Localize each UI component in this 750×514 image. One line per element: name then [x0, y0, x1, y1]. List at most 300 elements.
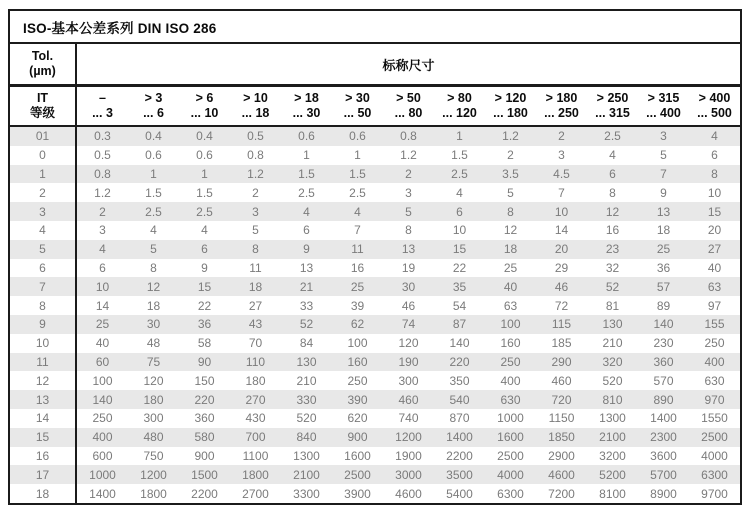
tolerance-value-cell: 400 [92, 430, 113, 445]
tolerance-value-cell: 570 [653, 373, 674, 388]
tolerance-value-cell: 89 [656, 298, 671, 313]
tolerance-value-cell: 890 [653, 392, 674, 407]
tolerance-value-cell: 1000 [89, 467, 116, 482]
tolerance-value-cell: 2.5 [349, 185, 366, 200]
tolerance-value-cell: 1200 [140, 467, 167, 482]
size-range-header-12 [689, 87, 740, 125]
tolerance-value-cell: 3 [99, 223, 106, 238]
range-over: > 10 [243, 91, 268, 105]
tolerance-value-cell: 700 [245, 430, 266, 445]
tolerance-value-cell: 5 [405, 204, 412, 219]
it-grade-cell: 12 [10, 371, 77, 390]
tolerance-value-cell: 2300 [650, 430, 677, 445]
tolerance-value-cell: 87 [452, 317, 467, 332]
tolerance-value-cell: 12 [146, 279, 161, 294]
tolerance-value-cell: 120 [143, 373, 164, 388]
tolerance-value-cell: 15 [707, 204, 722, 219]
tolerance-value-cell: 400 [500, 373, 521, 388]
tolerance-value-cell: 57 [656, 279, 671, 294]
tolerance-value-cell: 40 [95, 336, 110, 351]
nominal-size-header-cell [77, 44, 740, 84]
tolerance-value-cell: 9 [660, 185, 667, 200]
tolerance-value-cell: 320 [602, 354, 623, 369]
tolerance-value-cell: 7 [354, 223, 361, 238]
tolerance-value-cell: 0.8 [400, 129, 417, 144]
tolerance-value-cell: 1800 [242, 467, 269, 482]
tolerance-value-cell: 100 [92, 373, 113, 388]
tolerance-value-cell: 4 [303, 204, 310, 219]
tolerance-value-cell: 52 [605, 279, 620, 294]
tolerance-value-cell: 740 [398, 411, 419, 426]
tolerance-value-cell: 0.8 [94, 166, 111, 181]
tolerance-value-cell: 40 [503, 279, 518, 294]
tolerance-value-cell: 1150 [548, 411, 575, 426]
tolerance-value-cell: 9 [303, 242, 310, 257]
tolerance-value-cell: 1600 [344, 448, 371, 463]
table-row [10, 202, 740, 221]
tolerance-value-cell: 16 [605, 223, 620, 238]
tolerance-value-cell: 1.5 [196, 185, 213, 200]
tolerance-value-cell: 250 [347, 373, 368, 388]
tolerance-value-cell: 160 [347, 354, 368, 369]
table-row [10, 296, 740, 315]
tolerance-value-cell: 2200 [446, 448, 473, 463]
tolerance-value-cell: 300 [143, 411, 164, 426]
tolerance-value-cell: 210 [602, 336, 623, 351]
range-upto: ... 50 [343, 106, 372, 120]
table-row [10, 465, 740, 484]
tolerance-value-cell: 4600 [395, 486, 422, 501]
tolerance-value-cell: 75 [146, 354, 161, 369]
tolerance-value-cell: 1.2 [400, 148, 417, 163]
tolerance-value-cell: 1850 [548, 430, 575, 445]
size-range-header-0 [77, 87, 128, 125]
tolerance-value-cell: 74 [401, 317, 416, 332]
tolerance-value-cell: 6 [99, 260, 106, 275]
tolerance-value-cell: 40 [707, 260, 722, 275]
tolerance-value-cell: 3.5 [502, 166, 519, 181]
it-grade-cell: 0 [10, 146, 77, 165]
it-grade-cell: 11 [10, 353, 77, 372]
tolerance-value-cell: 100 [500, 317, 521, 332]
tolerance-value-cell: 185 [551, 336, 572, 351]
tolerance-value-cell: 0.4 [145, 129, 162, 144]
tolerance-value-cell: 25 [350, 279, 365, 294]
tolerance-value-cell: 7200 [548, 486, 575, 501]
header-row-units [10, 44, 740, 87]
tolerance-value-cell: 1100 [242, 448, 269, 463]
table-row [10, 447, 740, 466]
tolerance-value-cell: 230 [653, 336, 674, 351]
tolerance-value-cell: 0.3 [94, 129, 111, 144]
page-title: ISO-基本公差系列 DIN ISO 286 [23, 20, 217, 36]
tolerance-value-cell: 480 [143, 430, 164, 445]
tolerance-value-cell: 36 [197, 317, 212, 332]
it-grade-cell: 8 [10, 296, 77, 315]
tolerance-value-cell: 58 [197, 336, 212, 351]
tolerance-value-cell: 2.5 [196, 204, 213, 219]
table-row [10, 240, 740, 259]
tolerance-value-cell: 15 [197, 279, 212, 294]
tolerance-value-cell: 540 [449, 392, 470, 407]
tolerance-value-cell: 750 [143, 448, 164, 463]
tolerance-value-cell: 2.5 [451, 166, 468, 181]
range-upto: ... 400 [646, 106, 681, 120]
tolerance-value-cell: 10 [452, 223, 467, 238]
it-grade-cell: 01 [10, 127, 77, 146]
tolerance-value-cell: 3 [558, 148, 565, 163]
tolerance-value-cell: 15 [452, 242, 467, 257]
tolerance-value-cell: 4 [354, 204, 361, 219]
tolerance-value-cell: 1.2 [94, 185, 111, 200]
range-over: > 400 [698, 91, 731, 105]
tolerance-value-cell: 1300 [293, 448, 320, 463]
tolerance-value-cell: 2 [558, 129, 565, 144]
tolerance-value-cell: 2.5 [604, 129, 621, 144]
table-row [10, 484, 740, 503]
it-grade-cell: 10 [10, 334, 77, 353]
tolerance-value-cell: 63 [503, 298, 518, 313]
tolerance-value-cell: 220 [449, 354, 470, 369]
tolerance-value-cell: 43 [248, 317, 263, 332]
range-over: – [99, 91, 106, 105]
tolerance-value-cell: 900 [347, 430, 368, 445]
tolerance-value-cell: 11 [249, 260, 262, 275]
tolerance-value-cell: 13 [401, 242, 416, 257]
tolerance-value-cell: 29 [554, 260, 569, 275]
table-row [10, 165, 740, 184]
it-grade-header-line2: 等级 [29, 106, 55, 120]
range-over: > 3 [144, 91, 163, 105]
tolerance-value-cell: 72 [554, 298, 569, 313]
tolerance-value-cell: 27 [707, 242, 722, 257]
tolerance-value-cell: 6300 [701, 467, 728, 482]
tolerance-value-cell: 430 [245, 411, 266, 426]
header-row-ranges [10, 87, 740, 127]
tolerance-value-cell: 970 [704, 392, 725, 407]
tolerance-value-cell: 2.5 [145, 204, 162, 219]
tolerance-value-cell: 16 [350, 260, 365, 275]
tolerance-value-cell: 900 [194, 448, 215, 463]
tolerance-value-cell: 1600 [497, 430, 524, 445]
tolerance-value-cell: 115 [551, 317, 572, 332]
tolerance-value-cell: 20 [554, 242, 569, 257]
it-grade-cell: 4 [10, 221, 77, 240]
it-grade-cell: 2 [10, 183, 77, 202]
tolerance-value-cell: 0.6 [349, 129, 366, 144]
range-upto: ... 3 [92, 106, 113, 120]
it-grade-header-line1: IT [36, 91, 49, 105]
tolerance-value-cell: 8 [609, 185, 616, 200]
tolerance-value-cell: 0.4 [196, 129, 213, 144]
tolerance-value-cell: 9700 [701, 486, 728, 501]
tolerance-value-cell: 1500 [191, 467, 218, 482]
tolerance-value-cell: 54 [452, 298, 467, 313]
tolerance-value-cell: 46 [554, 279, 569, 294]
it-grade-cell: 1 [10, 165, 77, 184]
tolerance-value-cell: 1900 [395, 448, 422, 463]
tolerance-value-cell: 350 [449, 373, 470, 388]
tolerance-value-cell: 0.5 [247, 129, 264, 144]
tolerance-value-cell: 6 [711, 148, 718, 163]
tolerance-value-cell: 180 [245, 373, 266, 388]
tolerance-value-cell: 6 [609, 166, 616, 181]
range-upto: ... 500 [697, 106, 732, 120]
range-upto: ... 6 [143, 106, 164, 120]
tolerance-value-cell: 52 [299, 317, 314, 332]
tolerance-value-cell: 870 [449, 411, 470, 426]
tolerance-value-cell: 140 [653, 317, 674, 332]
tolerance-value-cell: 1400 [89, 486, 116, 501]
tolerance-value-cell: 1400 [650, 411, 677, 426]
tolerance-value-cell: 150 [194, 373, 215, 388]
tolerance-value-cell: 4000 [497, 467, 524, 482]
nominal-size-header: 标称尺寸 [382, 57, 435, 73]
tolerance-value-cell: 5 [150, 242, 157, 257]
tolerance-value-cell: 180 [143, 392, 164, 407]
tolerance-value-cell: 1.5 [298, 166, 315, 181]
it-grade-cell: 3 [10, 202, 77, 221]
tolerance-value-cell: 5 [660, 148, 667, 163]
it-grade-cell: 6 [10, 259, 77, 278]
it-grade-cell: 5 [10, 240, 77, 259]
it-grade-cell: 9 [10, 315, 77, 334]
table-row [10, 127, 740, 146]
tolerance-value-cell: 35 [452, 279, 467, 294]
tolerance-value-cell: 23 [605, 242, 620, 257]
tolerance-value-cell: 1 [456, 129, 463, 144]
tolerance-value-cell: 11 [351, 242, 364, 257]
tolerance-value-cell: 84 [299, 336, 314, 351]
range-over: > 6 [195, 91, 214, 105]
tolerance-value-cell: 1800 [140, 486, 167, 501]
tolerance-value-cell: 1 [354, 148, 361, 163]
it-grade-cell: 13 [10, 390, 77, 409]
tolerance-value-cell: 4 [201, 223, 208, 238]
tolerance-value-cell: 2100 [599, 430, 626, 445]
range-over: > 18 [294, 91, 319, 105]
size-range-header-9 [536, 87, 587, 125]
tolerance-value-cell: 1200 [395, 430, 422, 445]
tolerance-value-cell: 0.5 [94, 148, 111, 163]
tolerance-value-cell: 290 [551, 354, 572, 369]
tolerance-value-cell: 810 [602, 392, 623, 407]
tolerance-value-cell: 600 [92, 448, 113, 463]
tolerance-unit-line1: Tol. [31, 49, 54, 63]
table-row [10, 428, 740, 447]
tolerance-value-cell: 6 [303, 223, 310, 238]
size-range-header-2 [179, 87, 230, 125]
tolerance-value-cell: 25 [503, 260, 518, 275]
tolerance-value-cell: 25 [656, 242, 671, 257]
size-range-header-11 [638, 87, 689, 125]
tolerance-value-cell: 2 [252, 185, 259, 200]
tolerance-value-cell: 1.2 [247, 166, 264, 181]
tolerance-value-cell: 6 [456, 204, 463, 219]
tolerance-value-cell: 2500 [701, 430, 728, 445]
tolerance-value-cell: 250 [500, 354, 521, 369]
tolerance-value-cell: 3200 [599, 448, 626, 463]
tolerance-value-cell: 18 [656, 223, 671, 238]
tolerance-value-cell: 10 [554, 204, 569, 219]
tolerance-value-cell: 33 [299, 298, 314, 313]
tolerance-value-cell: 620 [347, 411, 368, 426]
tolerance-value-cell: 18 [248, 279, 263, 294]
tolerance-value-cell: 20 [707, 223, 722, 238]
tolerance-value-cell: 2100 [293, 467, 320, 482]
tolerance-unit-cell [10, 44, 77, 84]
tolerance-value-cell: 1.5 [349, 166, 366, 181]
tolerance-value-cell: 5400 [446, 486, 473, 501]
tolerance-value-cell: 220 [194, 392, 215, 407]
table-row [10, 259, 740, 278]
tolerance-value-cell: 1550 [701, 411, 728, 426]
size-range-header-3 [230, 87, 281, 125]
tolerance-value-cell: 270 [245, 392, 266, 407]
tolerance-value-cell: 5200 [599, 467, 626, 482]
tolerance-value-cell: 1300 [599, 411, 626, 426]
tolerance-value-cell: 630 [500, 392, 521, 407]
range-over: > 180 [545, 91, 578, 105]
tolerance-value-cell: 140 [92, 392, 113, 407]
tolerance-value-cell: 3 [405, 185, 412, 200]
tolerance-value-cell: 390 [347, 392, 368, 407]
tolerance-value-cell: 0.6 [298, 129, 315, 144]
tolerance-value-cell: 3 [660, 129, 667, 144]
tolerance-value-cell: 1.2 [502, 129, 519, 144]
tolerance-value-cell: 8900 [650, 486, 677, 501]
range-upto: ... 30 [292, 106, 321, 120]
tolerance-value-cell: 580 [194, 430, 215, 445]
table-row [10, 221, 740, 240]
tolerance-value-cell: 8 [150, 260, 157, 275]
tolerance-value-cell: 4000 [701, 448, 728, 463]
table-row [10, 409, 740, 428]
size-range-header-5 [332, 87, 383, 125]
tolerance-value-cell: 1 [150, 166, 157, 181]
tolerance-value-cell: 4600 [548, 467, 575, 482]
tolerance-value-cell: 8 [405, 223, 412, 238]
it-grade-cell: 18 [10, 484, 77, 503]
tolerance-value-cell: 160 [500, 336, 521, 351]
table-row [10, 277, 740, 296]
it-grade-cell: 15 [10, 428, 77, 447]
table-row [10, 371, 740, 390]
tolerance-value-cell: 3 [252, 204, 259, 219]
tolerance-value-cell: 520 [602, 373, 623, 388]
tolerance-value-cell: 630 [704, 373, 725, 388]
tolerance-value-cell: 8 [507, 204, 514, 219]
tolerance-value-cell: 250 [704, 336, 725, 351]
tolerance-value-cell: 14 [554, 223, 569, 238]
tolerance-value-cell: 13 [299, 260, 314, 275]
tolerance-value-cell: 2700 [242, 486, 269, 501]
tolerance-value-cell: 13 [656, 204, 671, 219]
tolerance-value-cell: 100 [347, 336, 368, 351]
size-range-header-6 [383, 87, 434, 125]
range-upto: ... 10 [190, 106, 219, 120]
range-over: > 50 [396, 91, 421, 105]
tolerance-value-cell: 27 [248, 298, 263, 313]
tolerance-value-cell: 10 [95, 279, 110, 294]
tolerance-value-cell: 46 [401, 298, 416, 313]
range-over: > 120 [494, 91, 527, 105]
tolerance-value-cell: 0.8 [247, 148, 264, 163]
tolerance-value-cell: 1.5 [145, 185, 162, 200]
range-over: > 250 [596, 91, 629, 105]
tolerance-value-cell: 7 [660, 166, 667, 181]
tolerance-value-cell: 12 [503, 223, 518, 238]
tolerance-value-cell: 81 [605, 298, 620, 313]
tolerance-value-cell: 720 [551, 392, 572, 407]
it-grade-cell: 16 [10, 447, 77, 466]
tolerance-value-cell: 520 [296, 411, 317, 426]
tolerance-value-cell: 4 [99, 242, 106, 257]
tolerance-value-cell: 3600 [650, 448, 677, 463]
it-grade-header-cell [10, 87, 77, 125]
tolerance-value-cell: 8100 [599, 486, 626, 501]
tolerance-value-cell: 3500 [446, 467, 473, 482]
tolerance-table [8, 9, 742, 505]
tolerance-value-cell: 130 [296, 354, 317, 369]
tolerance-value-cell: 190 [398, 354, 419, 369]
tolerance-value-cell: 210 [296, 373, 317, 388]
tolerance-value-cell: 300 [398, 373, 419, 388]
tolerance-value-cell: 8 [252, 242, 259, 257]
tolerance-value-cell: 4 [609, 148, 616, 163]
tolerance-value-cell: 30 [401, 279, 416, 294]
tolerance-value-cell: 0.6 [196, 148, 213, 163]
tolerance-value-cell: 2 [507, 148, 514, 163]
tolerance-value-cell: 1000 [497, 411, 524, 426]
it-grade-cell: 17 [10, 465, 77, 484]
tolerance-value-cell: 3300 [293, 486, 320, 501]
tolerance-value-cell: 0.6 [145, 148, 162, 163]
size-range-header-10 [587, 87, 638, 125]
range-upto: ... 250 [544, 106, 579, 120]
table-row [10, 334, 740, 353]
tolerance-value-cell: 110 [245, 354, 266, 369]
tolerance-value-cell: 3000 [395, 467, 422, 482]
range-upto: ... 315 [595, 106, 630, 120]
tolerance-value-cell: 4 [150, 223, 157, 238]
tolerance-value-cell: 360 [194, 411, 215, 426]
tolerance-value-cell: 60 [95, 354, 110, 369]
tolerance-value-cell: 63 [707, 279, 722, 294]
tolerance-value-cell: 155 [704, 317, 725, 332]
table-body [10, 127, 740, 503]
tolerance-value-cell: 840 [296, 430, 317, 445]
tolerance-value-cell: 19 [401, 260, 416, 275]
table-title-row [10, 11, 740, 44]
tolerance-value-cell: 6300 [497, 486, 524, 501]
tolerance-unit-line2: (µm) [29, 64, 56, 78]
tolerance-value-cell: 36 [656, 260, 671, 275]
tolerance-value-cell: 18 [503, 242, 518, 257]
tolerance-value-cell: 460 [551, 373, 572, 388]
tolerance-value-cell: 4 [456, 185, 463, 200]
tolerance-value-cell: 90 [197, 354, 212, 369]
size-range-header-8 [485, 87, 536, 125]
it-grade-cell: 14 [10, 409, 77, 428]
tolerance-value-cell: 3900 [344, 486, 371, 501]
table-row [10, 146, 740, 165]
tolerance-value-cell: 12 [605, 204, 620, 219]
tolerance-value-cell: 18 [146, 298, 161, 313]
tolerance-value-cell: 360 [653, 354, 674, 369]
range-upto: ... 180 [493, 106, 528, 120]
tolerance-value-cell: 70 [248, 336, 263, 351]
